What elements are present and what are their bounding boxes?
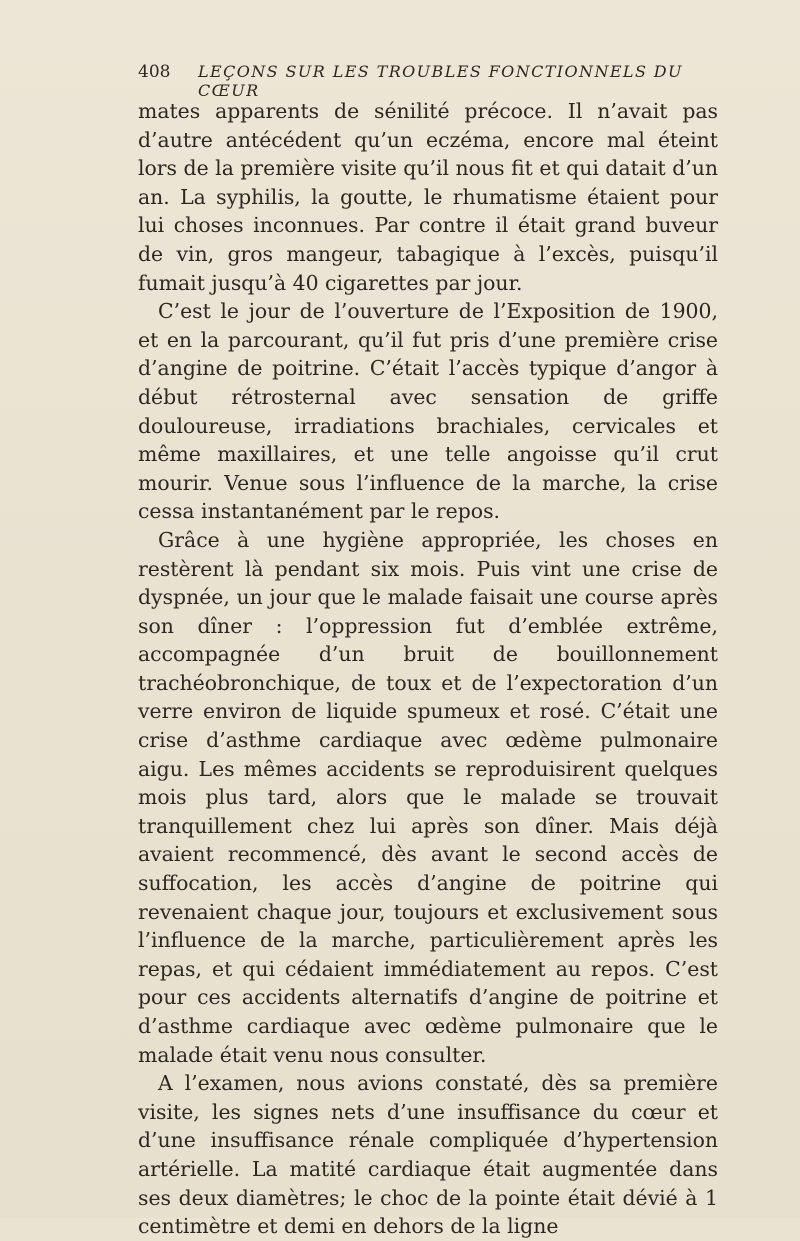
running-title: LEÇONS SUR LES TROUBLES FONCTIONNELS DU CŒUR [198,62,683,100]
paragraph: A l’examen, nous avions constaté, dès sa première visite, les signes nets d’une insuffisance du cœur et d’une insuffisance rénale compliquée d’hypertension artérielle. La matité cardiaque était augmentée dans ses deux diamètres; le choc de la pointe était dévié à 1 centimètre et demi en dehors de la ligne [138,1071,718,1239]
page-header [138,62,718,100]
body-text [138,97,718,1241]
page-number: 408 [138,62,171,82]
paragraph: mates apparents de sénilité précoce. Il n’avait pas d’autre antécédent qu’un eczéma, encore mal éteint lors de la première visite qu’il nous fit et qui datait d’un an. La syphilis, la goutte, le rhumatisme étaient pour lui choses inconnues. Par contre il était grand buveur de vin, gros mangeur, tabagique à l’excès, puisqu’il fumait jusqu’à 40 cigarettes par jour. [138,99,718,295]
paragraph: C’est le jour de l’ouverture de l’Exposition de 1900, et en la parcourant, qu’il fut pris d’une première crise d’angine de poitrine. C’était l’accès typique d’angor à début rétrosternal avec sensation de griffe douloureuse, irradiations brachiales, cervicales et même maxillaires, et une telle angoisse qu’il crut mourir. Venue sous l’influence de la marche, la crise cessa instantanément par le repos. [138,299,718,524]
paragraph: Grâce à une hygiène appropriée, les choses en restèrent là pendant six mois. Puis vint une crise de dyspnée, un jour que le malade faisait une course après son dîner : l’oppression fut d’emblée extrême, accompagnée d’un bruit de bouillonnement trachéobronchique, de toux et de l’expectoration d’un verre environ de liquide spumeux et rosé. C’était une crise d’asthme cardiaque avec œdème pulmonaire aigu. Les mêmes accidents se reproduisirent quelques mois plus tard, alors que le malade se trouvait tranquillement chez lui après son dîner. Mais déjà avaient recommencé, dès avant le second accès de suffocation, les accès d’angine de poitrine qui revenaient chaque jour, toujours et exclusivement sous l’influence de la marche, particulièrement après les repas, et qui cédaient immédiatement au repos. C’est pour ces accidents alternatifs d’angine de poitrine et d’asthme cardiaque avec œdème pulmonaire que le malade était venu nous consulter. [138,527,718,1067]
